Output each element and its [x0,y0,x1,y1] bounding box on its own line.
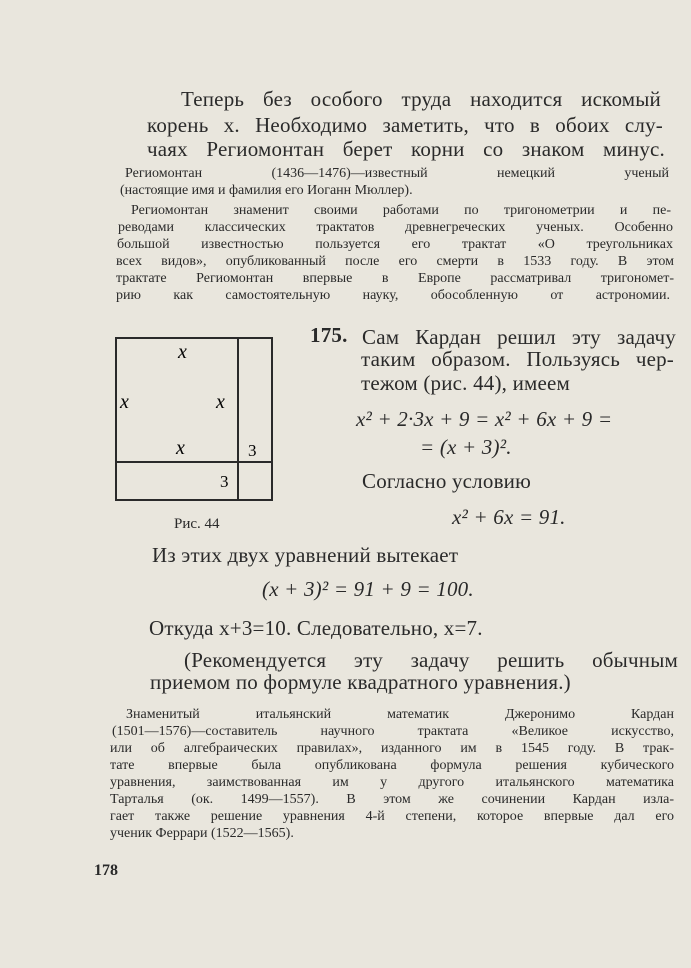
condition-label: Согласно условию [362,469,532,493]
regio-line-6: всех видов», опубликованный после его смерти в 1533 году. В этом [116,254,674,269]
equation-1: x² + 2·3x + 9 = x² + 6x + 9 = [356,407,613,431]
problem-line-3: тежом (рис. 44), имеем [361,371,571,395]
label-right-x: x [216,391,225,413]
remark-line-1: (Рекомендуется эту задачу решить обычным [184,648,678,672]
regio-line-5: большой известностью пользуется его трактат «О треугольниках [117,237,673,252]
label-base-3: 3 [220,472,229,491]
derivation-line: Из этих двух уравнений вытекает [152,543,459,567]
regio-line-1: Региомонтан (1436—1476)—известный немецкий ученый [125,166,669,181]
cardano-line-7: гает также решение уравнения 4-й степени, которое впервые дал его [110,809,674,824]
label-side-3: 3 [248,441,257,460]
intro-line-1: Теперь без особого труда находится искомый [181,87,661,111]
cardano-line-6: Тарталья (ок. 1499—1557). В этом же сочинении Кардан изла- [110,792,674,807]
remark-line-2: приемом по формуле квадратного уравнения.) [150,670,571,694]
problem-line-1: Сам Кардан решил эту задачу [362,325,676,349]
page-number: 178 [94,862,118,879]
regio-line-2: (настоящие имя и фамилия его Иоганн Мюллер). [120,183,413,198]
equation-3: x² + 6x = 91. [452,505,566,529]
cardano-line-2: (1501—1576)—составитель научного трактата «Великое искусство, [112,724,674,739]
regio-line-7: трактате Региомонтан впервые в Европе рассматривал тригономет- [116,271,674,286]
result-line: Откуда x+3=10. Следовательно, x=7. [149,616,483,640]
figure-caption: Рис. 44 [174,516,220,532]
regio-line-4: реводами классических трактатов древнегреческих ученых. Особенно [118,220,673,235]
problem-line-2: таким образом. Пользуясь чер- [361,347,674,371]
cardano-line-3: или об алгебраических правилах», изданного им в 1545 году. В трак- [110,741,674,756]
regio-line-3: Региомонтан знаменит своими работами по тригонометрии и пе- [131,203,671,218]
cardano-line-4: тате впервые была опубликована формула решения кубического [110,758,674,773]
cardano-line-1: Знаменитый итальянский математик Джеронимо Кардан [126,707,674,722]
label-left-x: x [120,391,129,413]
equation-4: (x + 3)² = 91 + 9 = 100. [262,577,474,601]
intro-line-2: корень x. Необходимо заметить, что в обоих слу- [147,113,663,137]
intro-line-3: чаях Региомонтан берет корни со знаком минус. [147,137,665,161]
regio-line-8: рию как самостоятельную науку, обособленную от астрономии. [116,288,670,303]
label-top-x: x [178,341,187,363]
cardano-line-8: ученик Феррари (1522—1565). [110,826,294,841]
cardano-line-5: уравнения, заимствованная им у другого итальянского математика [110,775,674,790]
problem-number: 175. [310,323,348,347]
label-bottom-x: x [176,437,185,459]
outer-square [116,338,272,500]
equation-2: = (x + 3)². [420,435,512,459]
figure-44-diagram [108,332,280,504]
